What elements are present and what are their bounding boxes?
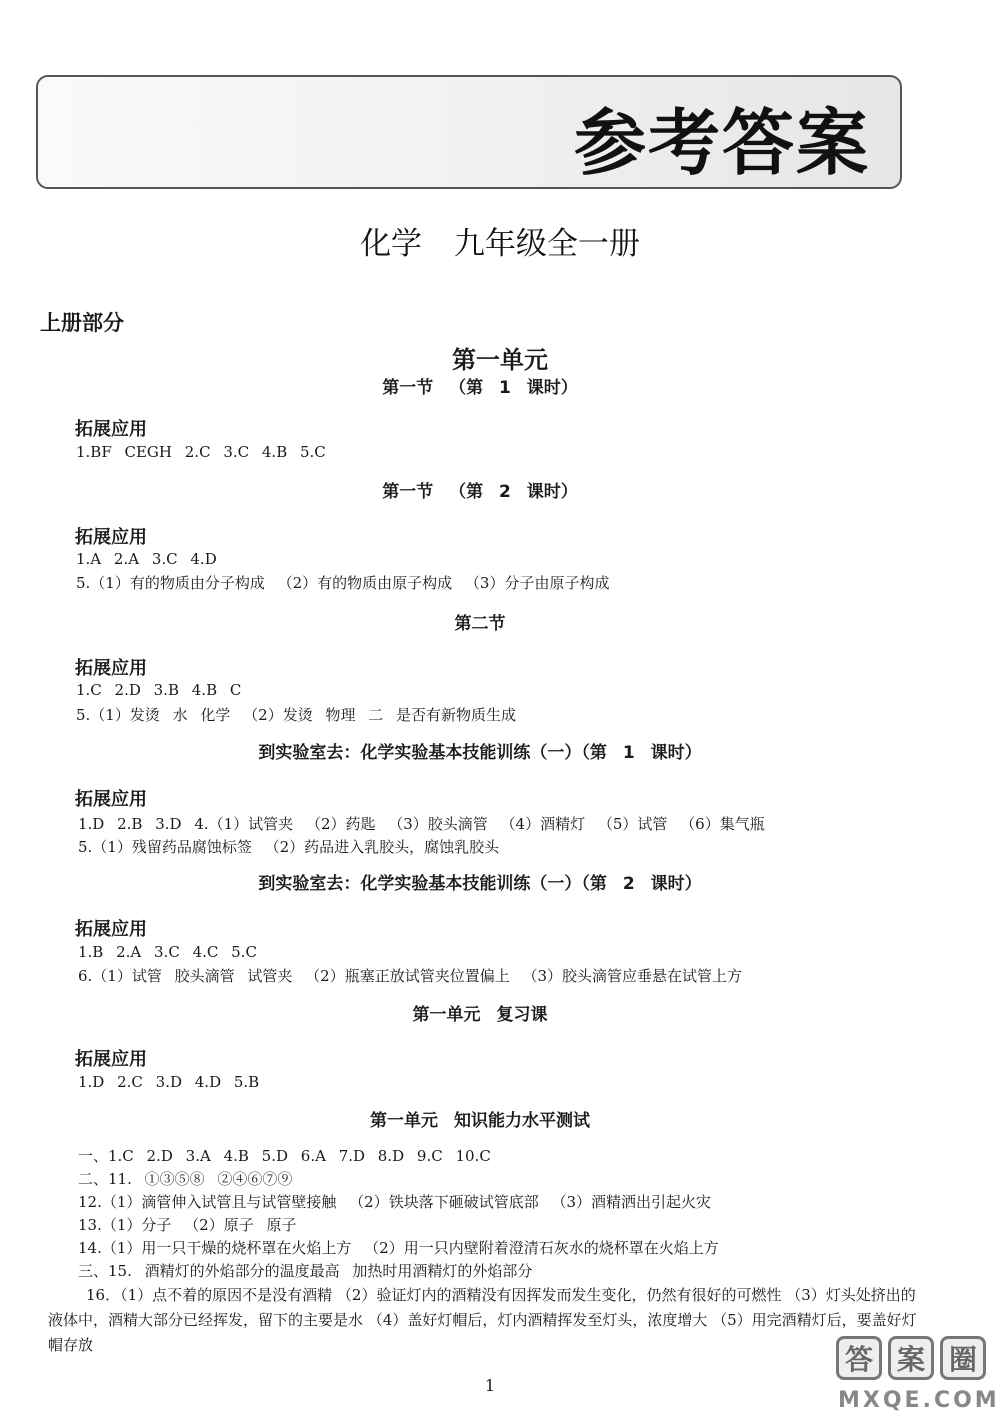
subject-title: 化学 九年级全一册 bbox=[360, 226, 640, 262]
section-heading: 到实验室去：化学实验基本技能训练（一）（第 1 课时） bbox=[258, 743, 702, 763]
watermark-logo bbox=[832, 1330, 1000, 1415]
test-line: 二、11. ①③⑤⑧ ②④⑥⑦⑨ bbox=[78, 1170, 293, 1188]
section-heading: 第一单元 复习课 bbox=[412, 1005, 548, 1025]
section-heading: 第二节 bbox=[454, 614, 506, 634]
watermark-text: MXQE.COM bbox=[838, 1388, 1000, 1413]
watermark-box: 圈 bbox=[940, 1336, 986, 1380]
title-banner bbox=[36, 75, 902, 189]
section-label: 拓展应用 bbox=[75, 1049, 147, 1070]
test-line: 三、15. 酒精灯的外焰部分的温度最高 加热时用酒精灯的外焰部分 bbox=[78, 1262, 533, 1280]
answer-line: 1.D 2.C 3.D 4.D 5.B bbox=[78, 1073, 260, 1091]
test-line: 14.（1）用一只干燥的烧杯罩在火焰上方 （2）用一只内壁附着澄清石灰水的烧杯罩在火焰上方 bbox=[78, 1239, 719, 1257]
test-line: 一、1.C 2.D 3.A 4.B 5.D 6.A 7.D 8.D 9.C 10.C bbox=[78, 1147, 491, 1165]
answer-line: 6.（1）试管 胶头滴管 试管夹 （2）瓶塞正放试管夹位置偏上 （3）胶头滴管应垂悬在试管上方 bbox=[78, 967, 743, 985]
answer-line: 5.（1）残留药品腐蚀标签 （2）药品进入乳胶头，腐蚀乳胶头 bbox=[78, 838, 500, 856]
section-heading: 第一节 （第 2 课时） bbox=[382, 482, 578, 502]
test-line: 12.（1）滴管伸入试管且与试管壁接触 （2）铁块落下砸破试管底部 （3）酒精洒出引起火灾 bbox=[78, 1193, 712, 1211]
answer-line: 5.（1）发烫 水 化学 （2）发烫 物理 二 是否有新物质生成 bbox=[76, 706, 517, 724]
answer-line: 1.BF CEGH 2.C 3.C 4.B 5.C bbox=[76, 443, 326, 461]
section-label: 拓展应用 bbox=[75, 419, 147, 440]
answer-line: 5.（1）有的物质由分子构成 （2）有的物质由原子构成 （3）分子由原子构成 bbox=[76, 574, 610, 592]
section-label: 拓展应用 bbox=[75, 919, 147, 940]
banner-title: 参考答案 bbox=[573, 101, 870, 185]
answer-line: 1.D 2.B 3.D 4.（1）试管夹 （2）药匙 （3）胶头滴管 （4）酒精灯 （5）试管 （6）集气瓶 bbox=[78, 815, 765, 833]
answer-line: 1.C 2.D 3.B 4.B C bbox=[76, 681, 242, 699]
section-heading: 第一节 （第 1 课时） bbox=[382, 378, 578, 398]
test-paragraph: 16．（1）点不着的原因不是没有酒精 （2）验证灯内的酒精没有因挥发而发生变化，仍然有很好的可燃性 （3）灯头处挤出的液体中，酒精大部分已经挥发，留下的主要是水 （4）盖好灯帽后，灯内酒精挥发至灯头，浓度增大 （5）用完酒精灯后，要盖好灯帽存放 bbox=[48, 1286, 917, 1354]
part-heading: 上册部分 bbox=[40, 311, 124, 335]
section-label: 拓展应用 bbox=[75, 527, 147, 548]
section-label: 拓展应用 bbox=[75, 789, 147, 810]
page-number: 1 bbox=[484, 1376, 496, 1395]
section-heading: 到实验室去：化学实验基本技能训练（一）（第 2 课时） bbox=[258, 874, 702, 894]
watermark-box: 案 bbox=[888, 1336, 934, 1380]
watermark-box: 答 bbox=[836, 1336, 882, 1380]
answer-line: 1.B 2.A 3.C 4.C 5.C bbox=[78, 943, 257, 961]
test-heading: 第一单元 知识能力水平测试 bbox=[370, 1111, 590, 1131]
section-label: 拓展应用 bbox=[75, 658, 147, 679]
unit-heading: 第一单元 bbox=[452, 346, 548, 374]
test-line: 13.（1）分子 （2）原子 原子 bbox=[78, 1216, 297, 1234]
answer-line: 1.A 2.A 3.C 4.D bbox=[76, 550, 217, 568]
